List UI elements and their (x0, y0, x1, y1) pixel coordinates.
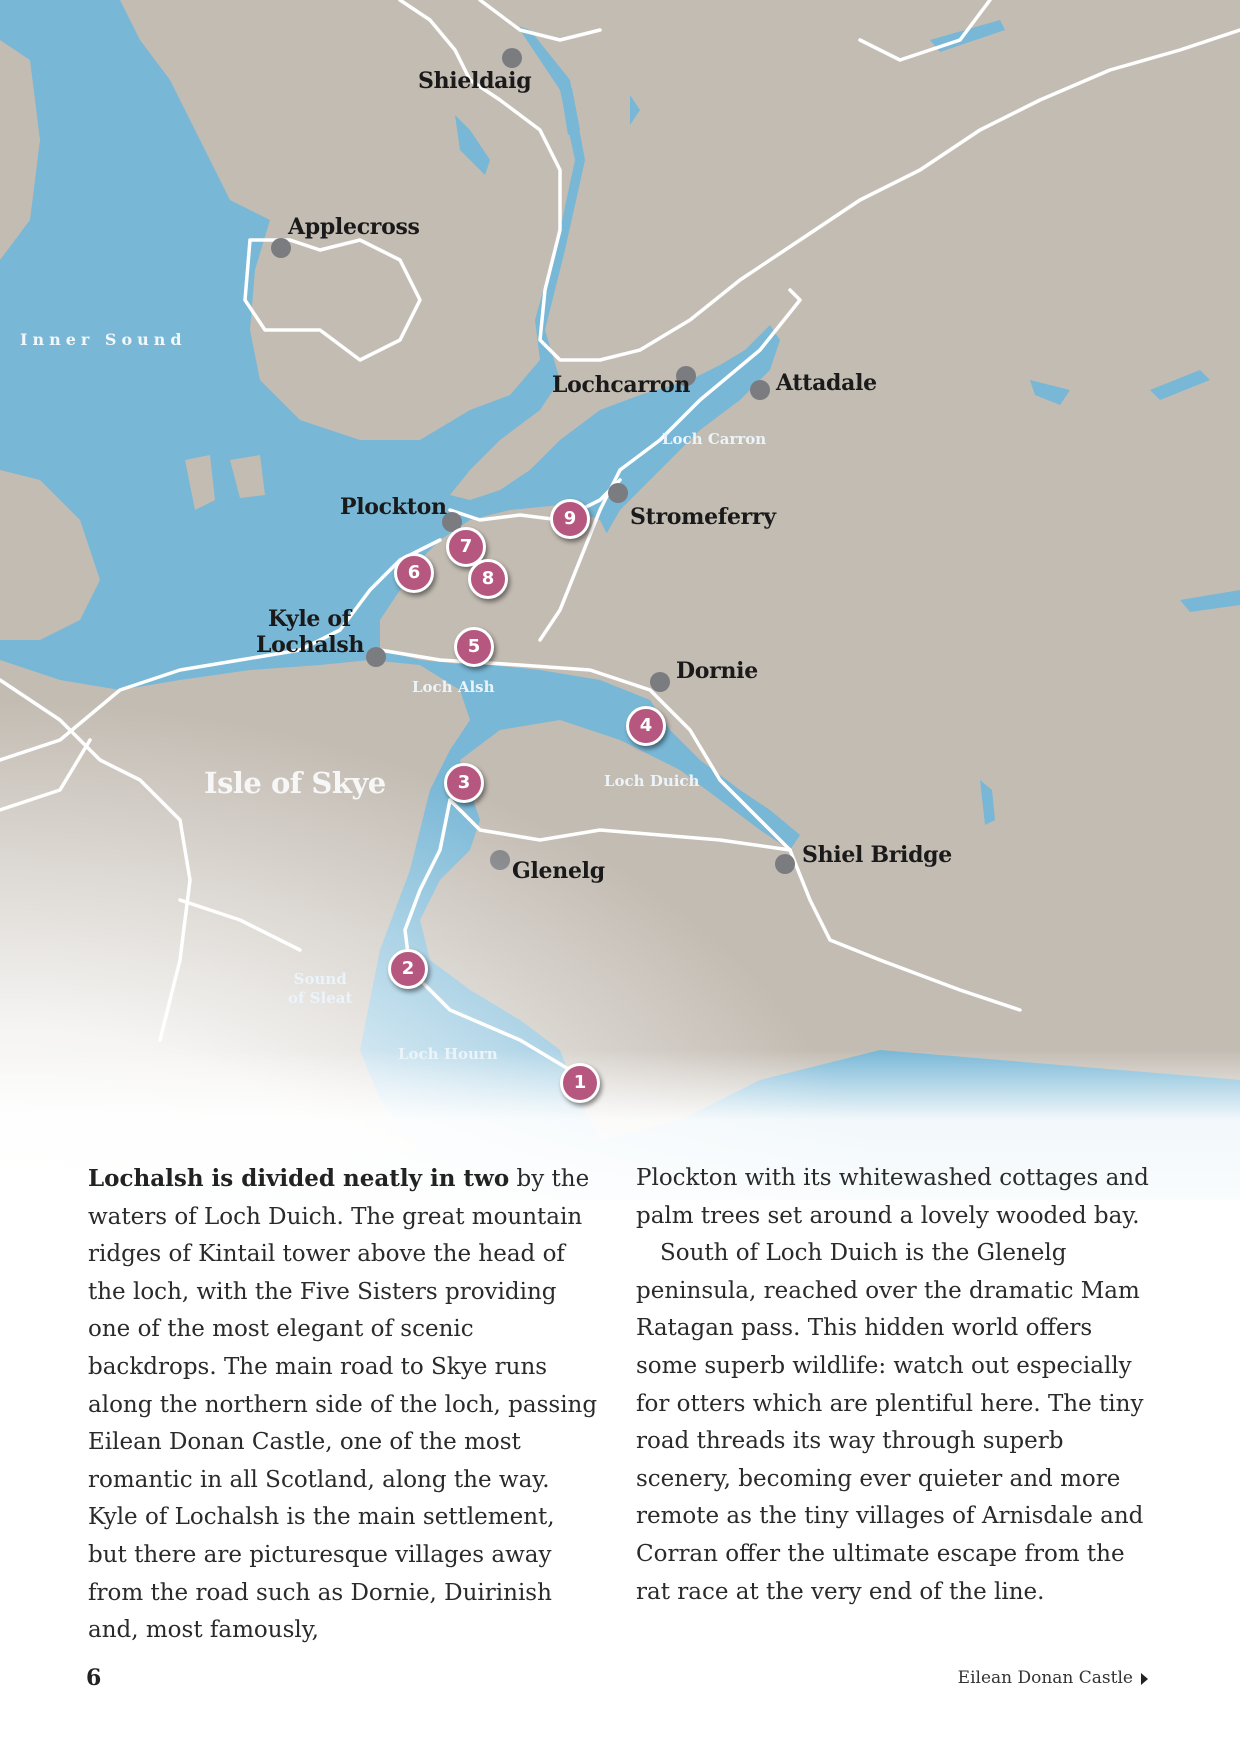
marker-3[interactable]: 3 (444, 763, 484, 803)
label-stromeferry: Stromeferry (630, 504, 776, 530)
marker-8[interactable]: 8 (468, 559, 508, 599)
article-column-2 (636, 1160, 1152, 1611)
label-dornie: Dornie (676, 658, 758, 684)
label-kyle-line2: Lochalsh (256, 632, 365, 658)
article-col1-paragraph (88, 1160, 598, 1650)
next-section-label: Eilean Donan Castle (957, 1668, 1133, 1688)
label-loch-duich: Loch Duich (604, 772, 700, 790)
label-sound-line2: of Sleat (288, 989, 353, 1007)
marker-1[interactable]: 1 (560, 1063, 600, 1103)
article-column-1 (88, 1160, 598, 1650)
label-shieldaig: Shieldaig (418, 68, 532, 94)
article-col2-paragraph-1: Plockton with its whitewashed cottages and palm trees set around a lovely wooded bay. (636, 1165, 1149, 1229)
article-col2-paragraph-2: South of Loch Duich is the Glenelg peninsula, reached over the dramatic Mam Ratagan pass. This hidden world offers some superb wildlife: watch out especially for otters which are plentiful here. The tiny road threads its way through superb scenery, becoming ever quieter and more remote as the tiny villages of Arnisdale and Corran offer the ultimate escape from the rat race at the very end of the line. (636, 1240, 1144, 1605)
article-lead: Lochalsh is divided neatly in two (88, 1165, 510, 1192)
triangle-right-icon (1141, 1673, 1148, 1685)
marker-6[interactable]: 6 (394, 553, 434, 593)
label-attadale: Attadale (776, 370, 877, 396)
article-col1-text: by the waters of Loch Duich. The great mountain ridges of Kintail tower above the head of the loch, with the Five Sisters providing one of the most elegant of scenic backdrops. The main road to Skye runs along the northern side of the loch, passing Eilean Donan Castle, one of the most romantic in all Scotland, along the way. Kyle of Lochalsh is the main settlement, but there are picturesque villages away from the road such as Dornie, Duirinish and, most famously, (88, 1166, 598, 1644)
label-loch-carron: Loch Carron (662, 430, 767, 448)
marker-7[interactable]: 7 (446, 527, 486, 567)
label-loch-hourn: Loch Hourn (398, 1045, 498, 1063)
label-kyle-line1: Kyle of (268, 606, 351, 632)
next-section-link[interactable] (958, 1668, 1148, 1688)
marker-2[interactable]: 2 (388, 949, 428, 989)
label-applecross: Applecross (288, 214, 420, 240)
label-plockton: Plockton (340, 494, 447, 520)
label-lochcarron: Lochcarron (552, 372, 691, 398)
label-glenelg: Glenelg (512, 858, 605, 884)
page-number: 6 (86, 1665, 102, 1691)
label-isle-of-skye: Isle of Skye (204, 766, 386, 800)
label-sound-of-sleat (288, 970, 352, 1008)
label-loch-alsh: Loch Alsh (412, 678, 495, 696)
marker-4[interactable]: 4 (626, 706, 666, 746)
label-sound-line1: Sound (293, 970, 347, 988)
label-shiel-bridge: Shiel Bridge (802, 842, 952, 868)
label-inner-sound: Inner Sound (20, 330, 187, 349)
marker-5[interactable]: 5 (454, 627, 494, 667)
marker-9[interactable]: 9 (550, 499, 590, 539)
